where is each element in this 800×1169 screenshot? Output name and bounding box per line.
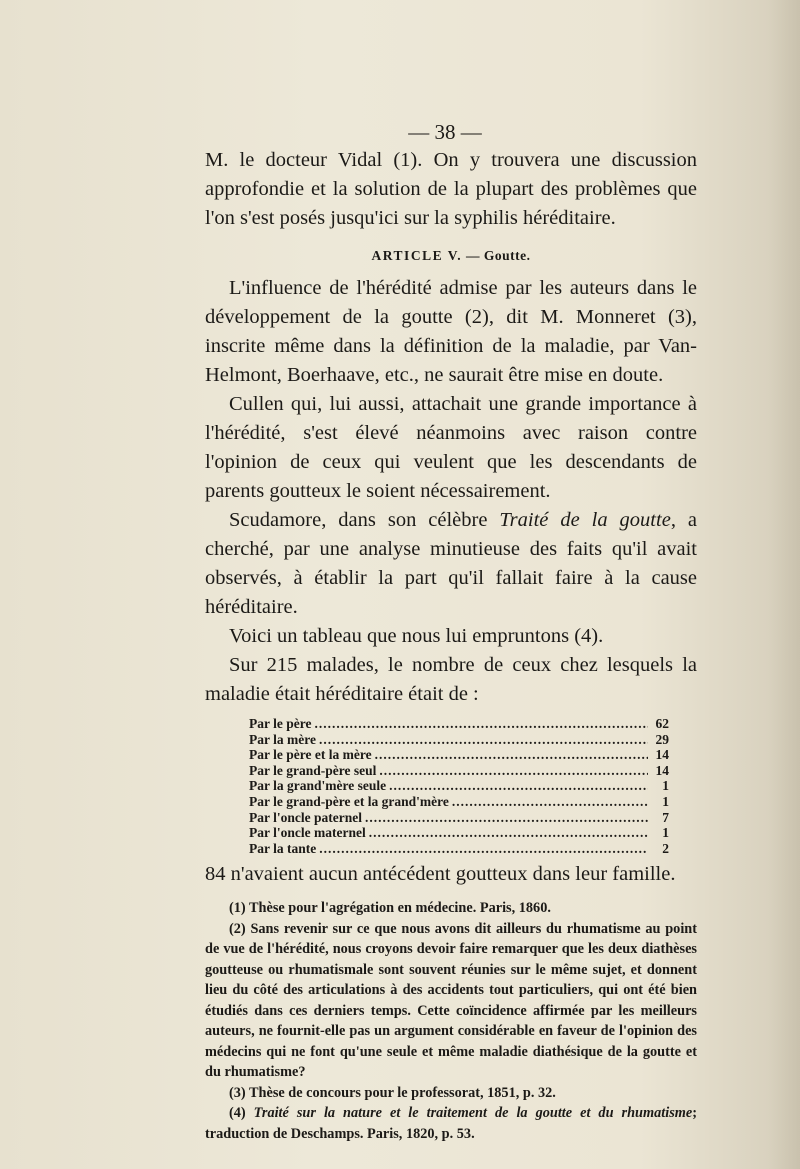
footnote-4-rest: ; traduction de Deschamps. Paris, 1820, p. 53. (205, 1105, 697, 1142)
table-row (249, 732, 669, 748)
leader-dots (365, 810, 648, 826)
footnote-3: (3) Thèse de concours pour le professorat, 1851, p. 32. (229, 1084, 556, 1101)
paragraph-summary: 84 n'avaient aucun antécédent goutteux dans leur famille. (205, 863, 676, 886)
row-label: Par le grand-père seul (249, 762, 377, 778)
leader-dots (452, 794, 648, 810)
leader-dots (389, 778, 648, 794)
row-value: 1 (662, 793, 669, 809)
row-value: 14 (655, 762, 669, 778)
table-row (249, 778, 669, 794)
scudamore-text-before: Scudamore, dans son célèbre (229, 509, 500, 531)
paragraph-influence: L'influence de l'hérédité admise par les auteurs dans le développement de la goutte (2), dit M. Monneret (3), inscrite même dans la définition de la maladie, par Van-Helmont, Boerhaave, etc., ne saurait être mise en doute. (205, 277, 697, 386)
paragraph-table-intro: Voici un tableau que nous lui empruntons (4). (229, 625, 604, 647)
footnote-4-title: Traité sur la nature et le traitement de la goutte et du rhumatisme (253, 1105, 693, 1122)
page-body (205, 146, 697, 1144)
leader-dots (369, 825, 648, 841)
row-label: Par la tante (249, 840, 317, 856)
paragraph-cullen: Cullen qui, lui aussi, attachait une grande importance à l'hérédité, s'est élevé néanmoins avec raison contre l'opinion de ceux qui veulent que les descendants de parents goutteux le soient nécessairement. (205, 393, 697, 502)
row-value: 2 (662, 840, 669, 856)
leader-dots (319, 732, 648, 748)
row-label: Par la mère (249, 731, 316, 747)
row-label: Par le père et la mère (249, 747, 372, 763)
scudamore-book-title: Traité de la goutte (499, 509, 671, 531)
leader-dots (314, 716, 648, 732)
row-value: 29 (655, 731, 669, 747)
article-title: Goutte. (483, 248, 531, 263)
paragraph-scudamore (205, 506, 697, 622)
row-value: 62 (655, 716, 669, 731)
footnote-1: (1) Thèse pour l'agrégation en médecine. Paris, 1860. (229, 900, 551, 917)
footnote-4 (205, 1103, 697, 1144)
table-row (249, 810, 669, 826)
heading-separator: — (462, 248, 484, 263)
scudamore-text-after: , a cherché, par une analyse minutieuse des faits qu'il avait observés, à établir la part qu'il fallait faire à la cause héréditaire. (205, 509, 697, 618)
heredity-table (249, 716, 669, 856)
paragraph-patients: Sur 215 malades, le nombre de ceux chez lesquels la maladie était héréditaire était de : (205, 654, 697, 705)
row-label: Par l'oncle maternel (249, 825, 366, 841)
leader-dots (379, 763, 648, 779)
row-value: 1 (662, 778, 669, 794)
article-number: ARTICLE V. (371, 248, 463, 263)
footnotes (205, 898, 697, 1144)
table-row (249, 794, 669, 810)
row-value: 14 (655, 747, 669, 763)
article-heading (205, 241, 697, 270)
footnote-4-number: (4) (229, 1105, 254, 1122)
table-row (249, 841, 669, 857)
paragraph-continuation: M. le docteur Vidal (1). On y trouvera une discussion approfondie et la solution de la plupart des problèmes que l'on s'est posés jusqu'ici sur la syphilis héréditaire. (205, 149, 697, 229)
leader-dots (375, 747, 648, 763)
row-value: 1 (662, 825, 669, 841)
table-row (249, 763, 669, 779)
row-label: Par le père (249, 716, 312, 731)
table-row (249, 825, 669, 841)
footnote-2: (2) Sans revenir sur ce que nous avons dit ailleurs du rhumatisme au point de vue de l'hérédité, nous croyons devoir faire remarquer que les deux diathèses goutteuse ou rhumatismale sont souvent réunies sur le même sujet, et donnent lieu du côté des articulations à des accidents tout particuliers, qui ont été bien étudiés dans ces derniers temps. Cette coïncidence affirmée par les meilleurs auteurs, ne fournit-elle pas un argument considérable en faveur de l'opinion des médecins qui ne font qu'une seule et même maladie diathésique de la goutte et du rhumatisme? (205, 920, 697, 1081)
row-value: 7 (662, 809, 669, 825)
table-row (249, 716, 669, 732)
row-label: Par l'oncle paternel (249, 809, 362, 825)
page-number: — 38 — (408, 120, 482, 144)
table-row (249, 747, 669, 763)
leader-dots (319, 841, 648, 857)
row-label: Par le grand-père et la grand'mère (249, 793, 449, 809)
row-label: Par la grand'mère seule (249, 778, 387, 794)
